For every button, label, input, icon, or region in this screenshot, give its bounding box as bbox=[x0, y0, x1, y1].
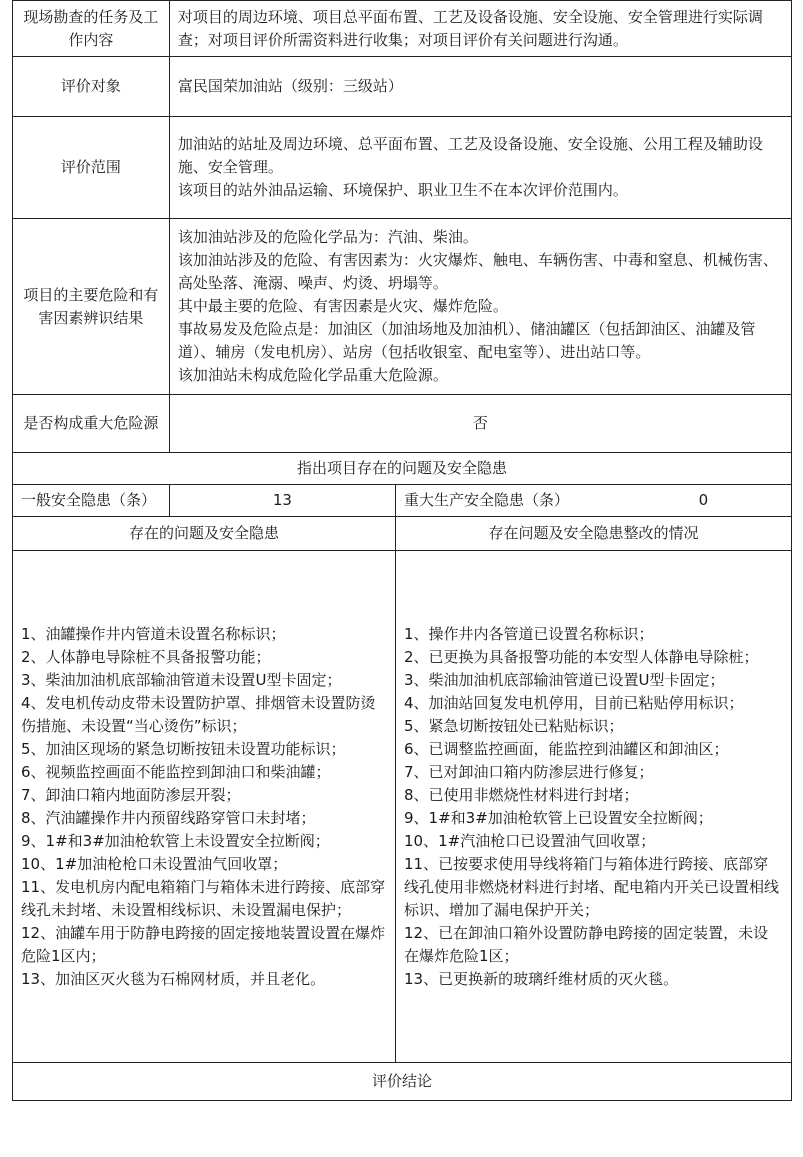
fixes-column-header: 存在问题及安全隐患整改的情况 bbox=[396, 517, 792, 551]
issue-item: 3、柴油加油机底部输油管道未设置U型卡固定； bbox=[21, 670, 342, 689]
row-scope bbox=[13, 117, 792, 219]
issue-item: 7、卸油口箱内地面防渗层开裂； bbox=[21, 785, 241, 804]
issue-item: 13、加油区灭火毯为石棉网材质，并且老化。 bbox=[21, 969, 326, 988]
scope-content bbox=[169, 117, 791, 219]
fix-item: 9、1#和3#加油枪软管上已设置安全拉断阀； bbox=[404, 808, 713, 827]
hazard-paragraph: 该加油站涉及的危险、有害因素为：火灾爆炸、触电、车辆伤害、中毒和窒息、机械伤害、高处坠落、淹溺、噪声、灼烫、坍塌等。 bbox=[177, 251, 778, 292]
issues-section-title: 指出项目存在的问题及安全隐患 bbox=[13, 453, 792, 485]
issues-list bbox=[21, 623, 387, 991]
row-conclusion bbox=[13, 1063, 792, 1101]
fix-item: 6、已调整监控画面，能监控到油罐区和卸油区； bbox=[404, 739, 729, 758]
hazard-paragraph: 事故易发及危险点是：加油区（加油场地及加油机）、储油罐区（包括卸油区、油罐及管道）、辅房（发电机房）、站房（包括收银室、配电室等）、进出站口等。 bbox=[177, 320, 756, 361]
issue-item: 5、加油区现场的紧急切断按钮未设置功能标识； bbox=[21, 739, 346, 758]
scope-label: 评价范围 bbox=[13, 117, 170, 219]
fix-item: 5、紧急切断按钮处已粘贴标识； bbox=[404, 716, 624, 735]
issues-cell bbox=[13, 551, 396, 1063]
issue-item: 12、油罐车用于防静电跨接的固定接地装置设置在爆炸危险1区内； bbox=[21, 923, 386, 965]
fix-item: 1、操作井内各管道已设置名称标识； bbox=[404, 624, 654, 643]
task-content: 对项目的周边环境、项目总平面布置、工艺及设备设施、安全设施、安全管理进行实际调查；对项目评价所需资料进行收集；对项目评价有关问题进行沟通。 bbox=[169, 1, 791, 57]
issue-item: 1、油罐操作井内管道未设置名称标识； bbox=[21, 624, 286, 643]
issue-item: 9、1#和3#加油枪软管上未设置安全拉断阀； bbox=[21, 831, 330, 850]
issues-column-header: 存在的问题及安全隐患 bbox=[13, 517, 396, 551]
issue-item: 8、汽油罐操作井内预留线路穿管口未封堵； bbox=[21, 808, 316, 827]
fix-item: 8、已使用非燃烧性材料进行封堵； bbox=[404, 785, 639, 804]
issue-item: 11、发电机房内配电箱箱门与箱体未进行跨接、底部穿线孔未封堵、未设置相线标识、未设置漏电保护； bbox=[21, 877, 386, 919]
conclusion-label: 评价结论 bbox=[13, 1063, 792, 1101]
fixes-list bbox=[404, 623, 783, 991]
row-counts bbox=[13, 485, 792, 517]
major-hazard-label: 是否构成重大危险源 bbox=[13, 395, 170, 453]
major-hazard-count-label: 重大生产安全隐患（条） bbox=[404, 491, 570, 509]
fix-item: 11、已按要求使用导线将箱门与箱体进行跨接、底部穿线孔使用非燃烧材料进行封堵、配电箱内开关已设置相线标识、增加了漏电保护开关； bbox=[404, 854, 780, 919]
row-issues-title bbox=[13, 453, 792, 485]
row-issue-lists bbox=[13, 551, 792, 1063]
fix-item: 3、柴油加油机底部输油管道已设置U型卡固定； bbox=[404, 670, 725, 689]
hazard-paragraph: 该加油站涉及的危险化学品为：汽油、柴油。 bbox=[177, 228, 478, 246]
fixes-cell bbox=[396, 551, 792, 1063]
hazard-paragraph: 该加油站未构成危险化学品重大危险源。 bbox=[177, 366, 448, 384]
hazard-content bbox=[169, 219, 791, 395]
major-count-cell bbox=[396, 485, 792, 517]
row-hazard bbox=[13, 219, 792, 395]
fix-item: 12、已在卸油口箱外设置防静电跨接的固定装置，未设在爆炸危险1区； bbox=[404, 923, 769, 965]
row-object bbox=[13, 57, 792, 117]
row-column-headers bbox=[13, 517, 792, 551]
issue-item: 4、发电机传动皮带未设置防护罩、排烟管未设置防烫伤措施、未设置“当心烫伤”标识； bbox=[21, 693, 376, 735]
inspection-table bbox=[12, 0, 792, 1101]
fix-item: 7、已对卸油口箱内防渗层进行修复； bbox=[404, 762, 654, 781]
row-major-hazard bbox=[13, 395, 792, 453]
fix-item: 13、已更换新的玻璃纤维材质的灭火毯。 bbox=[404, 969, 679, 988]
object-content: 富民国荣加油站（级别：三级站） bbox=[169, 57, 791, 117]
fix-item: 2、已更换为具备报警功能的本安型人体静电导除桩； bbox=[404, 647, 759, 666]
row-task bbox=[13, 1, 792, 57]
issue-item: 2、人体静电导除桩不具备报警功能； bbox=[21, 647, 271, 666]
major-hazard-value: 否 bbox=[169, 395, 791, 453]
object-label: 评价对象 bbox=[13, 57, 170, 117]
general-hazard-label: 一般安全隐患（条） bbox=[13, 485, 170, 517]
task-label: 现场勘查的任务及工作内容 bbox=[13, 1, 170, 57]
scope-paragraph: 加油站的站址及周边环境、总平面布置、工艺及设备设施、安全设施、公用工程及辅助设施、安全管理。 bbox=[177, 135, 763, 176]
scope-paragraph: 该项目的站外油品运输、环境保护、职业卫生不在本次评价范围内。 bbox=[177, 181, 628, 199]
issue-item: 10、1#加油枪枪口未设置油气回收罩； bbox=[21, 854, 288, 873]
general-hazard-count: 13 bbox=[169, 485, 395, 517]
fix-item: 10、1#汽油枪口已设置油气回收罩； bbox=[404, 831, 656, 850]
fix-item: 4、加油站回复发电机停用，目前已粘贴停用标识； bbox=[404, 693, 744, 712]
hazard-label: 项目的主要危险和有害因素辨识结果 bbox=[13, 219, 170, 395]
major-hazard-count: 0 bbox=[698, 491, 709, 509]
issue-item: 6、视频监控画面不能监控到卸油口和柴油罐； bbox=[21, 762, 331, 781]
hazard-paragraph: 其中最主要的危险、有害因素是火灾、爆炸危险。 bbox=[177, 297, 508, 315]
